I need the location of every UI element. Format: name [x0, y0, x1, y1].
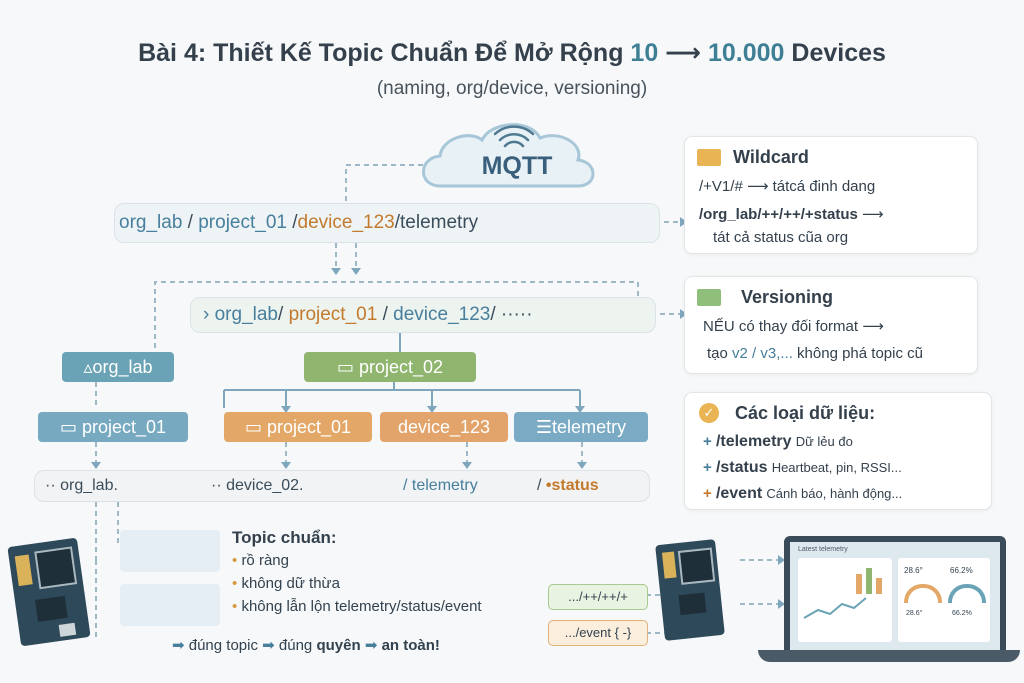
wildcard-line-1: /+V1/# ⟶ tátcá đinh dang [699, 178, 876, 195]
prefix-device: device_123 [393, 304, 491, 325]
standard-item-text: không dữ thừa [241, 575, 340, 592]
title-suffix: Devices [784, 39, 886, 67]
wildcard-title: Wildcard [733, 147, 809, 167]
topic-sep: / [286, 212, 298, 233]
prefix-sep: / [377, 304, 394, 325]
esp32-board-right [655, 539, 725, 641]
node-label: project_01 [266, 417, 352, 437]
prefix-org: org_lab [214, 304, 278, 325]
data-type-item [703, 433, 853, 451]
prefix-chevron: › [203, 304, 215, 325]
node-org [62, 352, 174, 382]
node-label: telemetry [552, 417, 627, 437]
node-device-123 [380, 412, 508, 442]
arrow-right-icon: ➡ [262, 637, 279, 654]
path-org: ·· org_lab. [45, 477, 118, 494]
node-project-01-left [38, 412, 188, 442]
data-type-desc: Cánh báo, hành động... [766, 486, 903, 501]
node-label: device_123 [397, 417, 491, 437]
flow-step-permission [279, 637, 361, 654]
folder-icon: ▭ [244, 417, 267, 437]
versioning-card [684, 276, 978, 374]
folder-icon: ▭ [59, 417, 82, 437]
prefix-tail: / ····· [490, 304, 533, 325]
path-status [537, 471, 599, 501]
standard-item-text: rồ ràng [241, 552, 289, 569]
data-types-title: Các loại dữ liệu: [735, 403, 876, 423]
bullet-icon: • [232, 575, 238, 592]
data-type-topic: /event [715, 485, 763, 502]
board-antenna [15, 554, 33, 586]
panel-strip [120, 530, 220, 572]
data-type-topic: /status [715, 459, 768, 476]
arrow-right-icon: ➡ [364, 637, 382, 654]
folder-icon [697, 149, 721, 166]
title-from: 10 [630, 39, 659, 67]
dashboard-chart-panel [798, 558, 892, 642]
board-ic [678, 593, 706, 616]
data-types-card [684, 392, 992, 510]
standard-item [232, 575, 482, 592]
gauge-temp-readout: 28.6° [906, 610, 923, 617]
board-chip [678, 548, 715, 585]
title-text: Bài 4: Thiết Kế Topic Chuẩn Để Mở Rộng [138, 39, 631, 67]
versioning-title: Versioning [741, 287, 834, 307]
standard-item-text: không lẫn lộn telemetry/status/event [241, 598, 482, 615]
data-type-item [703, 485, 902, 503]
bullet-icon: • [232, 552, 238, 569]
folder-icon: ▭ [336, 357, 359, 377]
topic-sep: / [394, 212, 401, 233]
wildcard-line-3: tát cả status cũa org [713, 229, 849, 246]
versioning-suffix: không phá topic cũ [792, 345, 923, 362]
node-label: project_01 [81, 417, 167, 437]
topic-sep: / [182, 212, 199, 233]
path-sep: / [537, 477, 546, 494]
node-project-01-mid [224, 412, 372, 442]
dashboard-header: Latest telemetry [798, 546, 848, 553]
esp32-board-left [7, 538, 90, 647]
folder-icon [697, 289, 721, 306]
path-status-label: •status [545, 477, 599, 494]
mqtt-cloud-label: MQTT [481, 152, 553, 180]
topic-leaf: telemetry [400, 212, 479, 233]
title-arrow: ⟶ [658, 39, 708, 67]
bullet-icon: + [703, 485, 712, 502]
wildcard-pattern: /org_lab/++/++/+status [699, 206, 858, 223]
board-ic [35, 596, 68, 622]
page-title [0, 38, 1024, 68]
data-type-item [703, 459, 902, 477]
flow-step-topic: đúng topic [188, 637, 258, 654]
board-chip [34, 546, 77, 589]
gauge-icon [948, 584, 986, 603]
flow-line [172, 636, 440, 654]
bullet-icon: + [703, 433, 712, 450]
node-org-label: org_lab [92, 357, 153, 377]
path-device: ·· device_02. [211, 477, 304, 494]
node-project-02 [304, 352, 476, 382]
node-telemetry [514, 412, 648, 442]
bullet-icon: • [232, 598, 238, 615]
data-type-topic: /telemetry [715, 433, 792, 450]
gauge-humidity-readout: 66.2% [952, 610, 972, 617]
laptop-base [758, 650, 1020, 662]
flow-step-text: đúng [278, 637, 317, 654]
laptop-dashboard [784, 536, 1006, 660]
topic-device: device_123 [297, 212, 395, 233]
data-type-desc: Dữ lẻu đo [795, 434, 853, 449]
path-examples-bar [34, 470, 650, 502]
data-type-desc: Heartbeat, pin, RSSI... [771, 460, 902, 475]
versioning-line-2 [707, 345, 923, 362]
arrow-icon: ⟶ [857, 206, 884, 223]
standard-item [232, 598, 482, 615]
standard-item [232, 552, 482, 569]
drop-icon: ▵ [83, 357, 93, 377]
topic-path-bar [114, 203, 660, 243]
arrow-right-icon: ➡ [172, 637, 185, 654]
wildcard-pill: .../++/++/+ [548, 584, 648, 610]
versioning-prefix: tạo [707, 345, 733, 362]
node-project-02-label: project_02 [358, 357, 444, 377]
wildcard-card [684, 136, 978, 254]
title-to: 10.000 [707, 39, 785, 67]
gauge-humidity-value: 66.2% [950, 566, 973, 575]
topic-project: project_01 [198, 212, 287, 233]
list-icon: ☰ [535, 417, 553, 437]
versioning-versions: v2 / v3,... [732, 345, 793, 362]
prefix-project: project_01 [288, 304, 378, 325]
dashboard-chart [798, 558, 892, 642]
bullet-icon: + [703, 459, 712, 476]
gauge-icon [904, 584, 942, 603]
page-subtitle: (naming, org/device, versioning) [376, 78, 648, 99]
prefix-sep: / [278, 304, 289, 325]
gauge-temp-value: 28.6° [904, 566, 923, 575]
topic-prefix-bar [190, 297, 656, 333]
dashboard-gauges [898, 558, 990, 642]
versioning-line-1: NẾU có thay đối format ⟶ [703, 318, 884, 335]
topic-org: org_lab [119, 212, 183, 233]
topic-standard-heading: Topic chuẩn: [232, 528, 337, 547]
panel-strip [120, 584, 220, 626]
usb-port [59, 623, 77, 637]
topic-standard-panel [218, 528, 482, 615]
board-antenna [662, 551, 677, 578]
check-icon: ✓ [699, 403, 719, 423]
flow-step-safe: an toàn! [381, 637, 440, 654]
flow-step-bold: quyên [316, 637, 361, 654]
event-pill: .../event { -} [548, 620, 648, 646]
path-telemetry: / telemetry [403, 477, 478, 494]
wildcard-line-2 [699, 205, 884, 223]
